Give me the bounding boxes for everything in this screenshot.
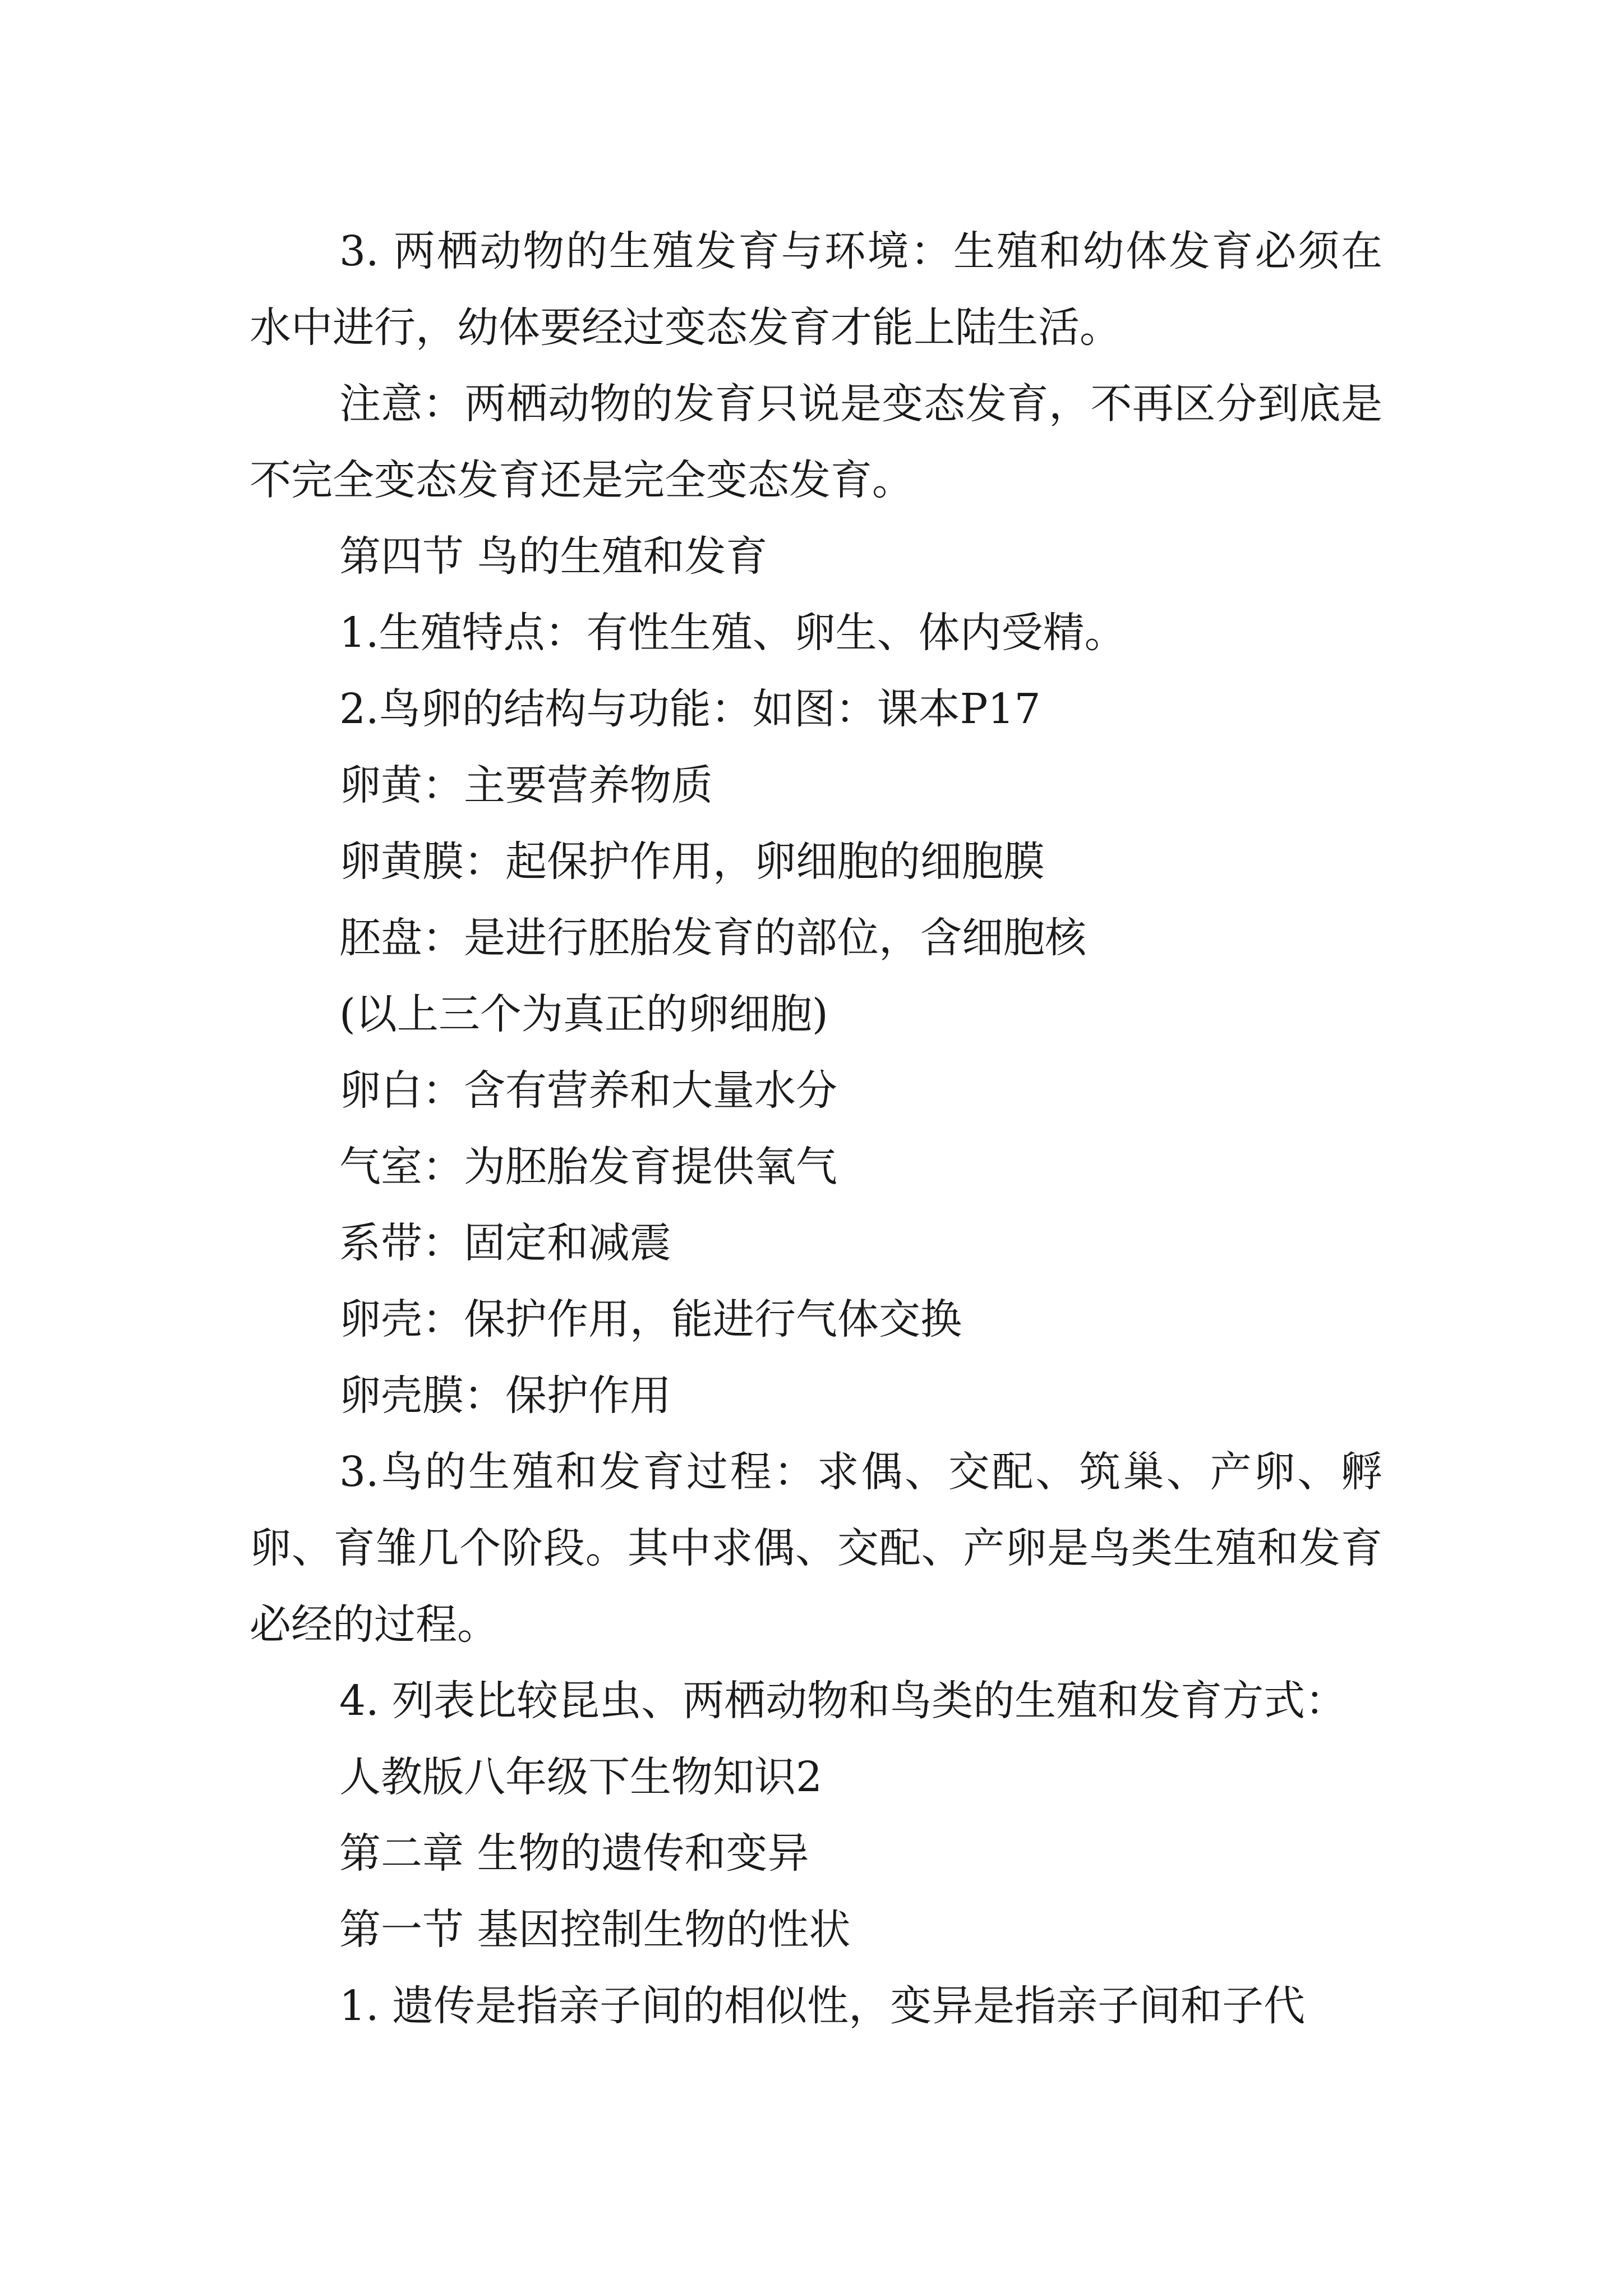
list-item-germinal-disc: 胚盘：是进行胚胎发育的部位，含细胞核	[339, 914, 1086, 962]
paragraph-reproduction-traits: 1.生殖特点：有性生殖、卵生、体内受精。	[339, 609, 1126, 657]
paragraph-heredity-definition: 1. 遗传是指亲子间的相似性，变异是指亲子间和子代	[339, 1982, 1306, 2030]
paragraph-egg-structure: 2.鸟卵的结构与功能：如图：课本P17	[339, 685, 1041, 733]
list-item-air-cell: 气室：为胚胎发育提供氧气	[339, 1143, 837, 1191]
chapter-heading: 第二章 生物的遗传和变异	[339, 1829, 809, 1878]
list-item-yolk: 卵黄：主要营养物质	[339, 761, 713, 809]
list-item-shell-membrane: 卵壳膜：保护作用	[339, 1372, 671, 1420]
section-heading-bird: 第四节 鸟的生殖和发育	[339, 532, 768, 581]
paragraph-bird-process: 3.鸟的生殖和发育过程：求偶、交配、筑巢、产卵、孵卵、育雏几个阶段。其中求偶、交配、产卵是鸟类生殖和发育必经的过程。	[250, 1448, 1382, 1649]
list-item-chalaza: 系带：固定和减震	[339, 1219, 671, 1267]
list-item-albumen: 卵白：含有营养和大量水分	[339, 1066, 837, 1115]
paragraph-note: 注意：两栖动物的发育只说是变态发育，不再区分到底是不完全变态发育还是完全变态发育。	[250, 380, 1382, 504]
section-heading-genes: 第一节 基因控制生物的性状	[339, 1906, 851, 1954]
list-item-note-egg-cell: (以上三个为真正的卵细胞)	[339, 990, 828, 1038]
list-item-yolk-membrane: 卵黄膜：起保护作用，卵细胞的细胞膜	[339, 838, 1045, 886]
paragraph-comparison: 4. 列表比较昆虫、两栖动物和鸟类的生殖和发育方式：	[339, 1677, 1347, 1725]
document-title-part2: 人教版八年级下生物知识2	[339, 1753, 823, 1801]
document-body	[250, 213, 1382, 2044]
paragraph-amphibian-environment: 3. 两栖动物的生殖发育与环境：生殖和幼体发育必须在水中进行，幼体要经过变态发育才能上陆生活。	[250, 227, 1382, 352]
list-item-shell: 卵壳：保护作用，能进行气体交换	[339, 1295, 962, 1343]
